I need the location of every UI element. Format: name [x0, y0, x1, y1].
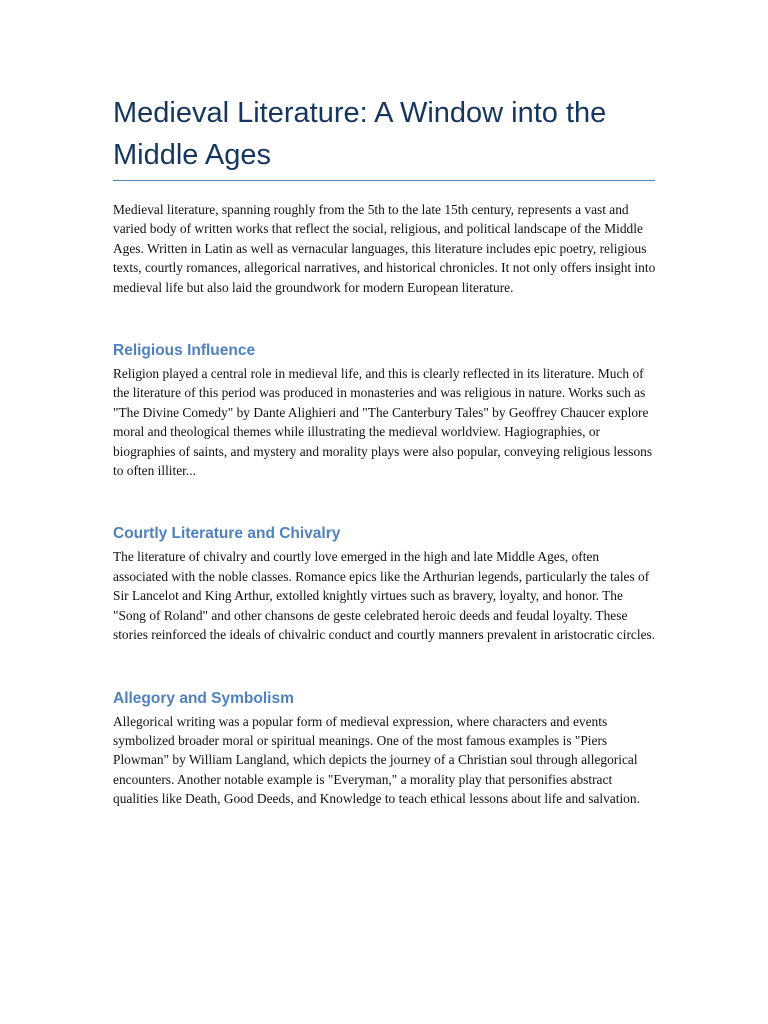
- intro-paragraph: Medieval literature, spanning roughly from the 5th to the late 15th century, represents a vast and varied body of written works that reflect the social, religious, and political landscape of the Middle Ages. Written in Latin as well as vernacular languages, this literature includes epic poetry, religious texts, courtly romances, allegorical narratives, and historical chronicles. It not only offers insight into medieval life but also laid the groundwork for modern European literature.: [113, 202, 656, 295]
- section-heading: Courtly Literature and Chivalry: [113, 525, 341, 543]
- section-courtly-literature: [113, 523, 657, 644]
- title-underline: [113, 180, 655, 181]
- section-religious-influence: [113, 340, 657, 480]
- section-heading: Allegory and Symbolism: [113, 689, 294, 707]
- section-heading: Religious Influence: [113, 342, 256, 360]
- document-title: Medieval Literature: A Window into the Middle Ages: [113, 97, 607, 171]
- section-paragraph: The literature of chivalry and courtly love emerged in the high and late Middle Ages, often associated with the noble classes. Romance epics like the Arthurian legends, particularly the tales of Sir Lancelot and King Arthur, extolled knightly virtues such as bravery, loyalty, and honor. The "Song of Roland" and other chansons de geste celebrated heroic deeds and feudal loyalty. These stories reinforced the ideals of chivalric conduct and courtly manners prevalent in aristocratic circles.: [113, 549, 656, 643]
- section-paragraph: Allegorical writing was a popular form of medieval expression, where characters and events symbolized broader moral or spiritual meanings. One of the most famous examples is "Piers Plowman" by William Langland, which depicts the journey of a Christian soul through allegorical encounters. Another notable example is "Everyman," a morality play that personifies abstract qualities like Death, Good Deeds, and Knowledge to teach ethical lessons about life and salvation.: [113, 713, 640, 807]
- section-allegory-symbolism: [113, 688, 657, 809]
- section-paragraph: Religion played a central role in medieval life, and this is clearly reflected in its literature. Much of the literature of this period was produced in monasteries and was religious in nature. Works such as "The Divine Comedy" by Dante Alighieri and "The Canterbury Tales" by Geoffrey Chaucer explore moral and theological themes while illustrating the medieval worldview. Hagiographies, or biographies of saints, and mystery and morality plays were also popular, conveying religious lessons to often illiter...: [113, 366, 653, 479]
- document-page: [113, 92, 657, 809]
